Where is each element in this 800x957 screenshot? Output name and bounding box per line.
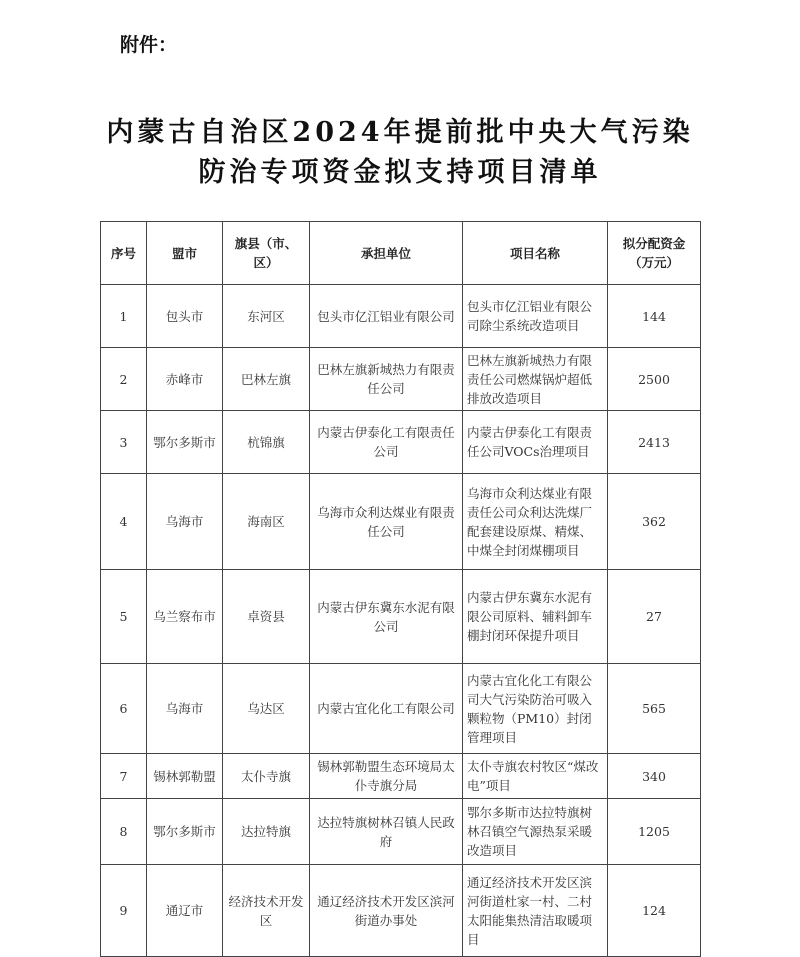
cell-county: 达拉特旗 bbox=[223, 799, 310, 865]
cell-index: 6 bbox=[101, 664, 147, 754]
cell-amount: 362 bbox=[608, 474, 701, 570]
cell-county: 乌达区 bbox=[223, 664, 310, 754]
cell-unit: 内蒙古伊泰化工有限责任公司 bbox=[310, 411, 463, 474]
cell-project: 内蒙古宜化化工有限公司大气污染防治可吸入颗粒物（PM10）封闭管理项目 bbox=[463, 664, 608, 754]
cell-project: 太仆寺旗农村牧区“煤改电”项目 bbox=[463, 754, 608, 799]
cell-county: 卓资县 bbox=[223, 570, 310, 664]
cell-index: 1 bbox=[101, 285, 147, 348]
cell-unit: 内蒙古伊东冀东水泥有限公司 bbox=[310, 570, 463, 664]
document-title-line-2: 防治专项资金拟支持项目清单 bbox=[198, 157, 602, 188]
cell-index: 5 bbox=[101, 570, 147, 664]
cell-city: 乌海市 bbox=[147, 664, 223, 754]
cell-amount: 2413 bbox=[608, 411, 701, 474]
cell-index: 8 bbox=[101, 799, 147, 865]
cell-amount: 1205 bbox=[608, 799, 701, 865]
cell-project: 内蒙古伊东冀东水泥有限公司原料、辅料卸车棚封闭环保提升项目 bbox=[463, 570, 608, 664]
cell-city: 锡林郭勒盟 bbox=[147, 754, 223, 799]
table-row bbox=[101, 799, 701, 865]
cell-index: 2 bbox=[101, 348, 147, 411]
table-row bbox=[101, 865, 701, 957]
cell-county: 东河区 bbox=[223, 285, 310, 348]
cell-city: 鄂尔多斯市 bbox=[147, 799, 223, 865]
cell-amount: 340 bbox=[608, 754, 701, 799]
table-row bbox=[101, 570, 701, 664]
cell-amount: 144 bbox=[608, 285, 701, 348]
cell-amount: 565 bbox=[608, 664, 701, 754]
cell-project: 通辽经济技术开发区滨河街道杜家一村、二村太阳能集热清洁取暖项目 bbox=[463, 865, 608, 957]
cell-index: 9 bbox=[101, 865, 147, 957]
header-city: 盟市 bbox=[147, 222, 223, 285]
cell-unit: 包头市亿江铝业有限公司 bbox=[310, 285, 463, 348]
cell-amount: 2500 bbox=[608, 348, 701, 411]
table-header-row bbox=[101, 222, 701, 285]
header-index: 序号 bbox=[101, 222, 147, 285]
header-amount: 拟分配资金（万元） bbox=[608, 222, 701, 285]
header-project: 项目名称 bbox=[463, 222, 608, 285]
cell-amount: 124 bbox=[608, 865, 701, 957]
cell-city: 乌兰察布市 bbox=[147, 570, 223, 664]
table-row bbox=[101, 285, 701, 348]
table-row bbox=[101, 754, 701, 799]
cell-project: 鄂尔多斯市达拉特旗树林召镇空气源热泵采暖改造项目 bbox=[463, 799, 608, 865]
cell-unit: 内蒙古宜化化工有限公司 bbox=[310, 664, 463, 754]
cell-project: 包头市亿江铝业有限公司除尘系统改造项目 bbox=[463, 285, 608, 348]
cell-county: 海南区 bbox=[223, 474, 310, 570]
cell-unit: 乌海市众利达煤业有限责任公司 bbox=[310, 474, 463, 570]
cell-city: 包头市 bbox=[147, 285, 223, 348]
table-row bbox=[101, 348, 701, 411]
cell-unit: 巴林左旗新城热力有限责任公司 bbox=[310, 348, 463, 411]
header-unit: 承担单位 bbox=[310, 222, 463, 285]
cell-index: 7 bbox=[101, 754, 147, 799]
cell-project: 巴林左旗新城热力有限责任公司燃煤锅炉超低排放改造项目 bbox=[463, 348, 608, 411]
cell-index: 3 bbox=[101, 411, 147, 474]
cell-county: 杭锦旗 bbox=[223, 411, 310, 474]
header-county: 旗县（市、区） bbox=[223, 222, 310, 285]
cell-city: 通辽市 bbox=[147, 865, 223, 957]
cell-project: 内蒙古伊泰化工有限责任公司VOCs治理项目 bbox=[463, 411, 608, 474]
cell-index: 4 bbox=[101, 474, 147, 570]
cell-county: 经济技术开发区 bbox=[223, 865, 310, 957]
document-title-line-1: 内蒙古自治区2024年提前批中央大气污染 bbox=[106, 117, 694, 148]
cell-city: 鄂尔多斯市 bbox=[147, 411, 223, 474]
cell-city: 赤峰市 bbox=[147, 348, 223, 411]
cell-amount: 27 bbox=[608, 570, 701, 664]
cell-unit: 锡林郭勒盟生态环境局太仆寺旗分局 bbox=[310, 754, 463, 799]
attachment-label: 附件： bbox=[120, 34, 178, 56]
project-list-table bbox=[100, 221, 701, 957]
table-row bbox=[101, 664, 701, 754]
cell-county: 巴林左旗 bbox=[223, 348, 310, 411]
cell-unit: 达拉特旗树林召镇人民政府 bbox=[310, 799, 463, 865]
table-row bbox=[101, 474, 701, 570]
cell-city: 乌海市 bbox=[147, 474, 223, 570]
cell-county: 太仆寺旗 bbox=[223, 754, 310, 799]
cell-project: 乌海市众利达煤业有限责任公司众利达洗煤厂配套建设原煤、精煤、中煤全封闭煤棚项目 bbox=[463, 474, 608, 570]
cell-unit: 通辽经济技术开发区滨河街道办事处 bbox=[310, 865, 463, 957]
table-row bbox=[101, 411, 701, 474]
